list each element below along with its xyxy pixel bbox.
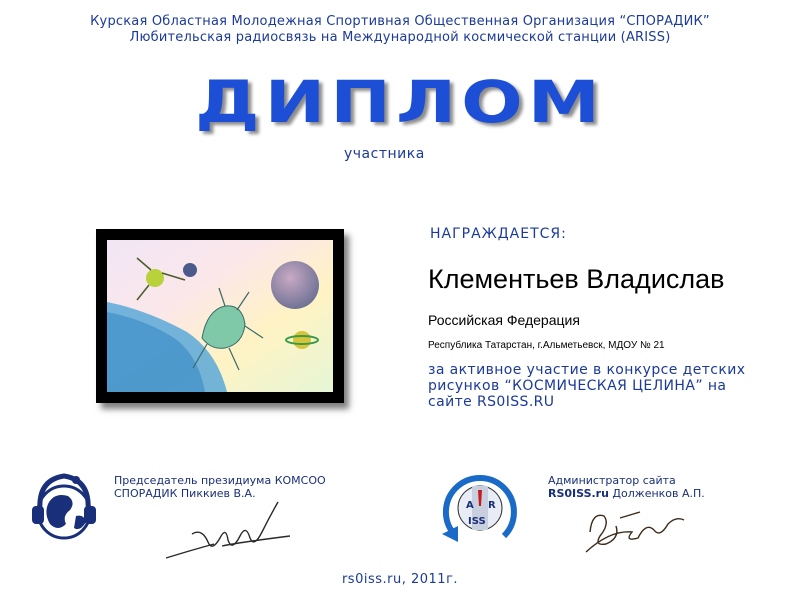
ariss-letters-iss: ISS	[468, 516, 486, 527]
signatory-right-person: Долженков А.П.	[608, 487, 705, 500]
globe-headphones-logo	[24, 462, 104, 552]
signatory-right	[548, 474, 705, 500]
signatory-right-title: Администратор сайта	[548, 474, 676, 487]
signatory-right-site: RS0ISS.ru	[548, 487, 609, 500]
awarded-label: НАГРАЖДАЕТСЯ:	[430, 226, 567, 242]
signatory-left-title: Председатель президиума КОМСОО	[114, 474, 326, 487]
recipient-name: Клементьев Владислав	[428, 264, 725, 294]
signatory-right-name	[548, 487, 705, 500]
recipient-country: Российская Федерация	[428, 312, 580, 328]
diploma-title: ДИПЛОМ	[195, 68, 605, 136]
ariss-logo	[434, 464, 524, 554]
space-drawing-image	[107, 240, 333, 392]
footer-site-year: rs0iss.ru, 2011г.	[341, 572, 459, 587]
header-subtitle: Любительская радиосвязь на Международной космической станции (ARISS)	[129, 30, 671, 45]
drawing-frame	[96, 229, 344, 403]
header-organization: Курская Областная Молодежная Спортивная Общественная Организация “СПОРАДИК”	[90, 14, 710, 29]
signatory-left	[114, 474, 326, 500]
ariss-letter-a: A	[466, 500, 474, 511]
signatory-left-name: СПОРАДИК Пиккиев В.А.	[114, 487, 256, 500]
award-reason: за активное участие в конкурсе детских рисунков “КОСМИЧЕСКАЯ ЦЕЛИНА” на сайте RS0ISS.RU	[428, 362, 746, 410]
signature-right	[580, 502, 690, 564]
signature-left	[162, 498, 302, 568]
diploma-subtitle: участника	[344, 146, 425, 162]
recipient-location: Республика Татарстан, г.Альметьевск, МДОУ № 21	[428, 340, 665, 351]
ariss-letter-r: R	[488, 500, 496, 511]
